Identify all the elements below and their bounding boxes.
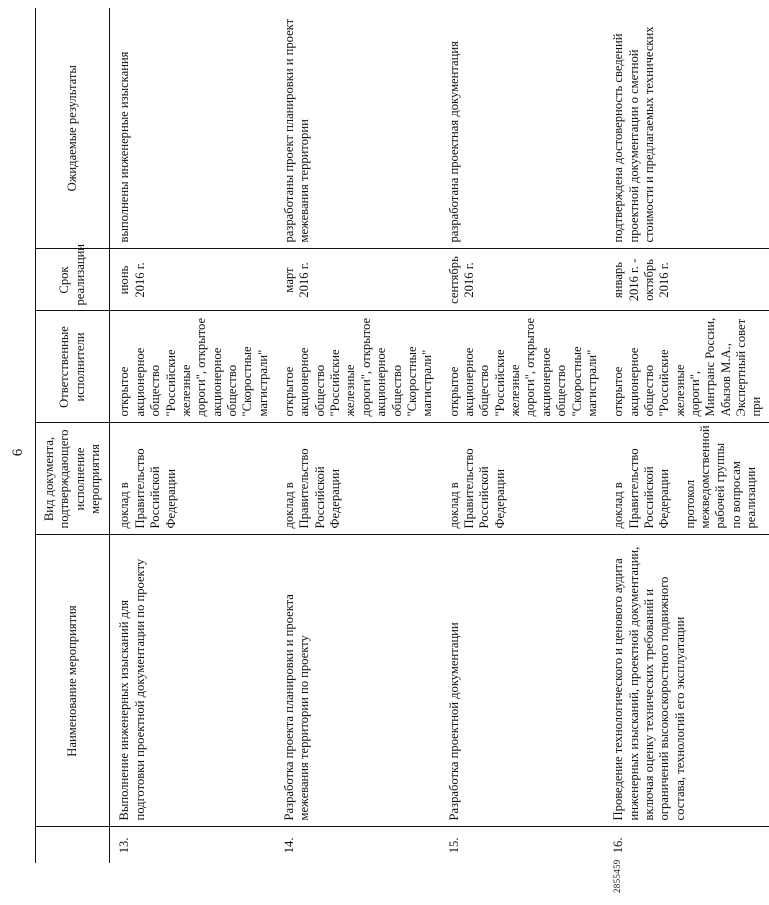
- expected-result: подтверждена достоверность сведений проектной документации о сметной стоимости и предлагаемых технических: [604, 8, 769, 249]
- executors: открытое акционерное общество "Российские железные дороги", открытое акционерное общество "Скоростные магистрали": [440, 311, 605, 423]
- term: июнь 2016 г.: [110, 249, 275, 311]
- expected-result: выполнены инженерные изыскания: [110, 8, 275, 249]
- table-row: [440, 8, 605, 863]
- header-term: Срок реализации: [36, 249, 110, 311]
- document-type-line: протокол межведомственной рабочей группы по вопросам реализации: [682, 425, 759, 529]
- executors: открытое акционерное общество "Российские железные дороги", Минтранс России, Абызов М.А., Экспертный совет при: [604, 311, 769, 423]
- header-document: Вид документа, подтверждающего исполнение мероприятия: [36, 423, 110, 535]
- table-row: [275, 8, 440, 863]
- table-header-row: [36, 8, 110, 863]
- document-type-line: доклад в Правительство Российской Федерации: [282, 448, 343, 529]
- document-type: [604, 423, 769, 535]
- page-number: 6: [10, 448, 26, 457]
- document-type-line: доклад в Правительство Российской Федерации: [611, 448, 672, 529]
- row-number: 16.: [611, 837, 626, 854]
- row-number: 14.: [282, 837, 297, 854]
- document-type-line: доклад в Правительство Российской Федерации: [117, 448, 178, 529]
- measure-name: Проведение технологического и ценового аудита инженерных изысканий, проектной документации, включая оценку технических требований и ограничений высокоскоростного подвижного состава, технологий его эксплуатации: [604, 535, 769, 827]
- document-type: [275, 423, 440, 535]
- header-name: Наименование мероприятия: [36, 535, 110, 827]
- measure-name: Выполнение инженерных изысканий для подготовки проектной документации по проекту: [110, 535, 275, 827]
- executors: открытое акционерное общество "Российские железные дороги", открытое акционерное общество "Скоростные магистрали": [110, 311, 275, 423]
- document-code: 2855459: [612, 859, 622, 893]
- header-executors: Ответственные исполнители: [36, 311, 110, 423]
- term: январь 2016 г. - октябрь 2016 г.: [604, 249, 769, 311]
- term: сентябрь 2016 г.: [440, 249, 605, 311]
- measure-name: Разработка проектной документации: [440, 535, 605, 827]
- expected-result: разработана проектная документация: [440, 8, 605, 249]
- table-row: [110, 8, 275, 863]
- table-row: [604, 8, 769, 863]
- header-results: Ожидаемые результаты: [36, 8, 110, 249]
- header-number: [36, 827, 110, 863]
- executors: открытое акционерное общество "Российские железные дороги", открытое акционерное общество "Скоростные магистрали": [275, 311, 440, 423]
- row-number: 15.: [446, 837, 461, 854]
- document-type: [110, 423, 275, 535]
- term: март 2016 г.: [275, 249, 440, 311]
- measures-table: [35, 8, 769, 863]
- document-type-line: доклад в Правительство Российской Федерации: [446, 448, 507, 529]
- measure-name: Разработка проекта планировки и проекта межевания территории по проекту: [275, 535, 440, 827]
- row-number: 13.: [117, 837, 132, 854]
- expected-result: разработаны проект планировки и проект межевания территории: [275, 8, 440, 249]
- document-type: [440, 423, 605, 535]
